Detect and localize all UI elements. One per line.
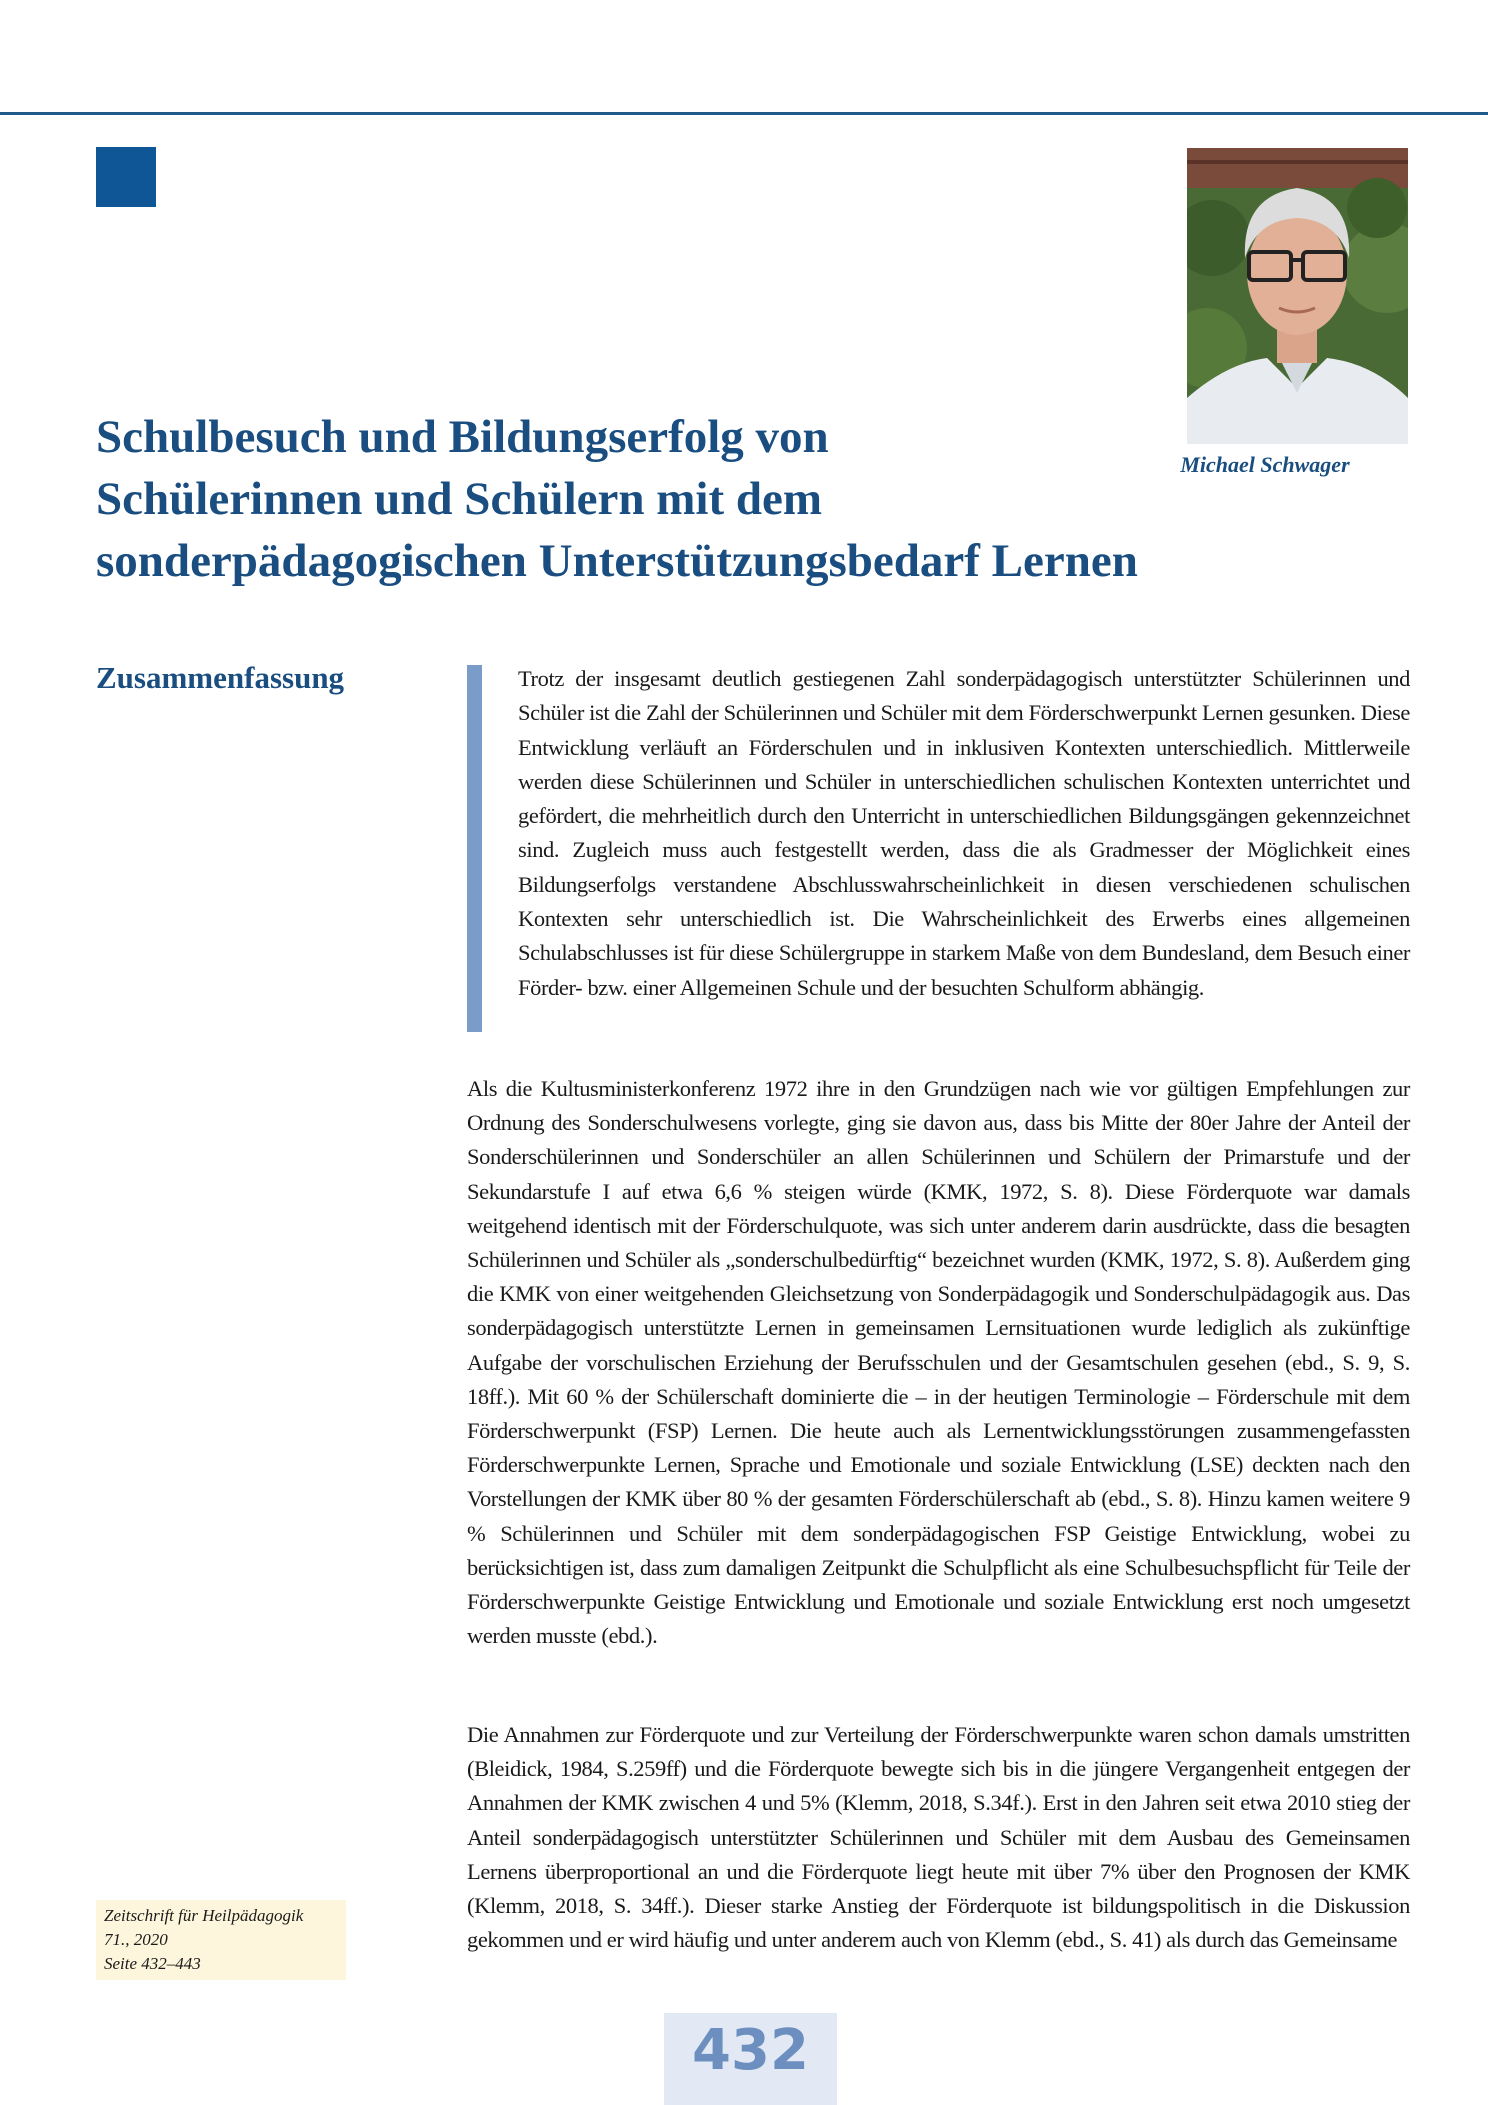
- author-photo: [1187, 148, 1408, 444]
- author-caption: Michael Schwager: [1180, 452, 1350, 477]
- abstract-text: Trotz der insgesamt deutlich gestiegenen Zahl sonderpädagogisch unterstützter Schülerinnen und Schüler ist die Zahl der Schülerinnen und Schüler mit dem Förderschwerpunkt Lernen gesunken. Diese Entwicklung verläuft an Förderschulen und in inklusiven Kontexten unterschiedlich. Mittlerweile werden diese Schülerinnen und Schüler in unterschiedlichen schulischen Kontexten unterrichtet und gefördert, die mehrheitlich durch den Unterricht in unterschiedlichen Bildungsgängen gekennzeichnet sind. Zugleich muss auch festgestellt werden, dass die als Gradmesser der Möglichkeit eines Bildungserfolgs verstandene Abschlusswahrscheinlichkeit in diesen verschiedenen schulischen Kontexten sehr unterschiedlich ist. Die Wahrscheinlichkeit des Erwerbs eines allgemeinen Schulabschlusses ist für diese Schülergruppe in starkem Maße von dem Bundesland, dem Besuch einer Förder- bzw. einer Allgemeinen Schule und der besuchten Schulform abhängig.: [518, 666, 1410, 1000]
- author-portrait-image: [1187, 148, 1408, 444]
- journal-name: Zeitschrift für Heilpädagogik: [104, 1906, 304, 1925]
- journal-pages: Seite 432–443: [104, 1954, 201, 1973]
- article-title: [96, 406, 1246, 592]
- article-title-line: Schulbesuch und Bildungserfolg von: [96, 411, 829, 463]
- journal-citation-box: [96, 1900, 346, 1980]
- body-paragraph: Die Annahmen zur Förderquote und zur Verteilung der Förderschwerpunkte waren schon damals umstritten (Bleidick, 1984, S.259ff) und die Förderquote bewegte sich bis in die jüngere Vergangenheit entgegen der Annahmen der KMK zwischen 4 und 5% (Klemm, 2018, S.34f.). Erst in den Jahren seit etwa 2010 stieg der Anteil sonderpädagogisch unterstützter Schülerinnen und Schüler mit dem Ausbau des Gemeinsamen Lernens überproportional an und die Förderquote liegt heute mit über 7% über den Prognosen der KMK (Klemm, 2018, S. 34ff.). Dieser starke Anstieg der Förderquote ist bildungspolitisch in die Diskussion gekommen und er wird häufig und unter anderem auch von Klemm (ebd., S. 41) als durch das Gemeinsame: [467, 1722, 1410, 1953]
- body-paragraph: Als die Kultusministerkonferenz 1972 ihre in den Grundzügen nach wie vor gültigen Empfehlungen zur Ordnung des Sonderschulwesens vorlegte, ging sie davon aus, dass bis Mitte der 80er Jahre der Anteil der Sonderschülerinnen und Sonderschüler an allen Schülerinnen und Schülern der Primarstufe und der Sekundarstufe I auf etwa 6,6 % steigen würde (KMK, 1972, S. 8). Diese Förderquote war damals weitgehend identisch mit der Förderschulquote, was sich unter anderem darin ausdrückte, dass die besagten Schülerinnen und Schüler als „sonderschulbedürftig“ bezeichnet wurden (KMK, 1972, S. 8). Außerdem ging die KMK von einer weitgehenden Gleichsetzung von Sonderpädagogik und Sonderschulpädagogik aus. Das sonderpädagogisch unterstützte Lernen in gemeinsamen Lernsituationen wurde lediglich als zukünftige Aufgabe der vorschulischen Erziehung der Berufsschulen und der Gesamtschulen gesehen (ebd., S. 9, S. 18ff.). Mit 60 % der Schülerschaft dominierte die – in der heutigen Terminologie – Förderschule mit dem Förderschwerpunkt (FSP) Lernen. Die heute auch als Lernentwicklungsstörungen zusammengefassten Förderschwerpunkte Lernen, Sprache und Emotionale und soziale Entwicklung (LSE) deckten nach den Vorstellungen der KMK über 80 % der gesamten Förderschülerschaft ab (ebd., S. 8). Hinzu kamen weitere 9 % Schülerinnen und Schüler mit dem sonderpädagogischen FSP Geistige Entwicklung, wobei zu berücksichtigen ist, dass zum damaligen Zeitpunkt die Schulpflicht als eine Schulbesuchspflicht für Teile der Förderschwerpunkte Geistige Entwicklung und Emotionale und soziale Entwicklung erst noch umgesetzt werden musste (ebd.).: [467, 1076, 1410, 1649]
- abstract-heading: Zusammenfassung: [96, 660, 345, 695]
- article-title-line: Schülerinnen und Schülern mit dem: [96, 473, 823, 525]
- top-rule: [0, 112, 1488, 115]
- journal-volume: 71., 2020: [104, 1930, 168, 1949]
- abstract-side-bar: [467, 665, 482, 1032]
- section-square-marker: [96, 147, 156, 207]
- page-number-box: [664, 2013, 837, 2105]
- article-title-line: sonderpädagogischen Unterstützungsbedarf Lernen: [96, 535, 1138, 587]
- page-number: 432: [692, 2018, 809, 2083]
